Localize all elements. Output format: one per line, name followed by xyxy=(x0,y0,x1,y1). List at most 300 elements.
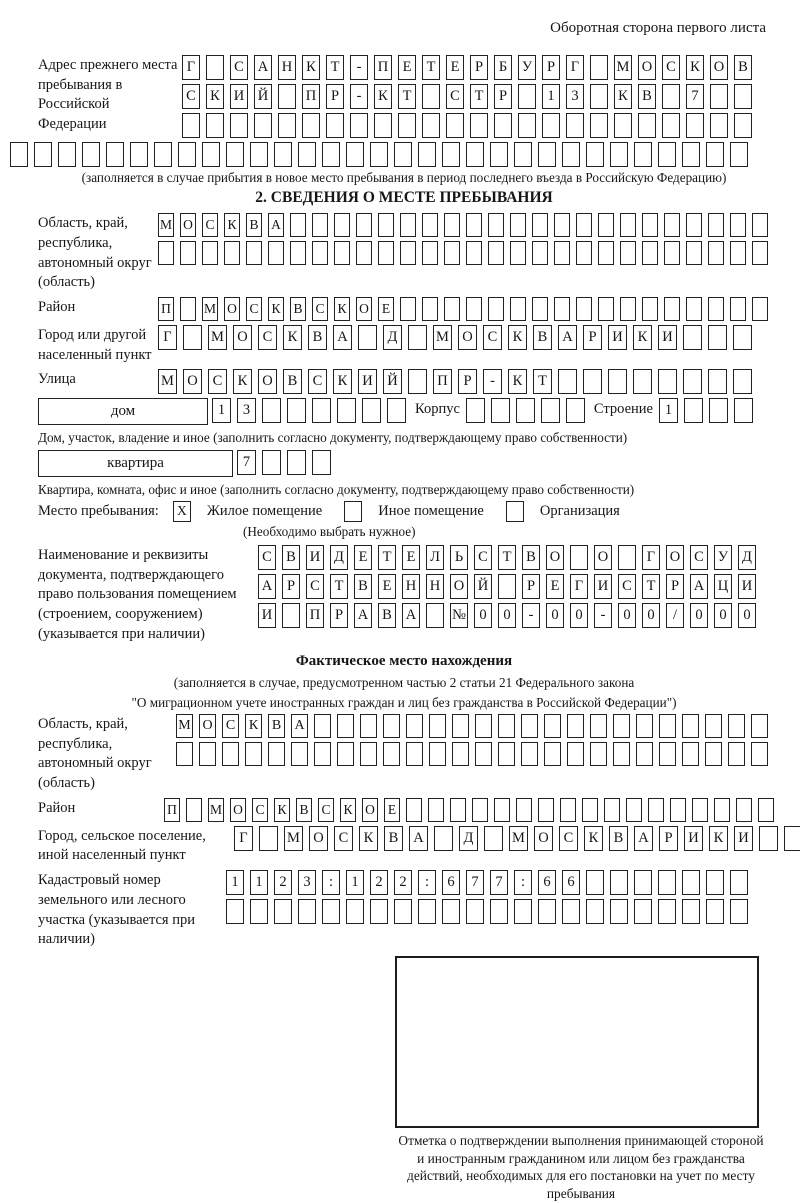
char-box[interactable] xyxy=(532,241,548,265)
char-box[interactable]: 0 xyxy=(690,603,708,628)
char-box[interactable]: М xyxy=(176,714,193,738)
char-box[interactable]: К xyxy=(206,84,224,109)
char-box[interactable] xyxy=(620,297,636,321)
char-box[interactable]: К xyxy=(302,55,320,80)
char-box[interactable]: К xyxy=(340,798,356,822)
char-box[interactable]: О xyxy=(458,325,477,350)
char-box[interactable]: В xyxy=(283,369,302,394)
char-box[interactable]: Е xyxy=(546,574,564,599)
char-box[interactable]: И xyxy=(230,84,248,109)
char-box[interactable]: О xyxy=(183,369,202,394)
char-box[interactable] xyxy=(510,241,526,265)
char-box[interactable]: 7 xyxy=(686,84,704,109)
char-box[interactable] xyxy=(444,241,460,265)
char-box[interactable]: 0 xyxy=(738,603,756,628)
char-box[interactable] xyxy=(626,798,642,822)
char-box[interactable] xyxy=(383,742,400,766)
char-box[interactable] xyxy=(620,213,636,237)
char-box[interactable]: 1 xyxy=(250,870,268,895)
char-box[interactable] xyxy=(532,297,548,321)
char-box[interactable] xyxy=(714,798,730,822)
char-box[interactable]: Г xyxy=(182,55,200,80)
char-box[interactable] xyxy=(686,113,704,138)
char-box[interactable]: 0 xyxy=(498,603,516,628)
char-box[interactable]: С xyxy=(618,574,636,599)
char-box[interactable] xyxy=(274,142,292,167)
char-box[interactable]: 6 xyxy=(538,870,556,895)
char-box[interactable]: Р xyxy=(542,55,560,80)
char-box[interactable]: К xyxy=(334,297,350,321)
char-box[interactable] xyxy=(262,450,281,475)
char-box[interactable] xyxy=(422,241,438,265)
char-box[interactable] xyxy=(682,899,700,924)
char-box[interactable] xyxy=(176,742,193,766)
char-box[interactable] xyxy=(312,241,328,265)
char-box[interactable]: Г xyxy=(642,545,660,570)
char-box[interactable] xyxy=(730,241,746,265)
char-box[interactable] xyxy=(521,742,538,766)
char-box[interactable] xyxy=(226,142,244,167)
char-box[interactable]: 2 xyxy=(274,870,292,895)
char-box[interactable]: Ц xyxy=(714,574,732,599)
char-box[interactable] xyxy=(374,113,392,138)
char-box[interactable] xyxy=(224,241,240,265)
char-box[interactable] xyxy=(488,213,504,237)
char-box[interactable]: В xyxy=(384,826,403,851)
char-box[interactable]: К xyxy=(633,325,652,350)
char-box[interactable] xyxy=(608,369,627,394)
char-box[interactable] xyxy=(510,213,526,237)
char-box[interactable]: К xyxy=(245,714,262,738)
char-box[interactable] xyxy=(784,826,800,851)
char-box[interactable] xyxy=(475,714,492,738)
char-box[interactable] xyxy=(250,142,268,167)
char-box[interactable] xyxy=(636,714,653,738)
char-box[interactable] xyxy=(498,714,515,738)
char-box[interactable] xyxy=(400,213,416,237)
char-box[interactable] xyxy=(751,742,768,766)
char-box[interactable] xyxy=(642,297,658,321)
char-box[interactable]: М xyxy=(158,369,177,394)
char-box[interactable] xyxy=(360,742,377,766)
char-box[interactable]: Р xyxy=(494,84,512,109)
char-box[interactable] xyxy=(429,742,446,766)
char-box[interactable] xyxy=(337,714,354,738)
char-box[interactable] xyxy=(733,369,752,394)
char-box[interactable]: Т xyxy=(642,574,660,599)
char-box[interactable]: О xyxy=(362,798,378,822)
char-box[interactable]: И xyxy=(306,545,324,570)
char-box[interactable] xyxy=(658,870,676,895)
char-box[interactable]: О xyxy=(199,714,216,738)
char-box[interactable]: Р xyxy=(583,325,602,350)
char-box[interactable] xyxy=(444,297,460,321)
char-box[interactable]: А xyxy=(402,603,420,628)
char-box[interactable]: 0 xyxy=(570,603,588,628)
char-box[interactable] xyxy=(400,297,416,321)
char-box[interactable]: О xyxy=(258,369,277,394)
char-box[interactable] xyxy=(268,241,284,265)
char-box[interactable] xyxy=(222,742,239,766)
char-box[interactable] xyxy=(287,398,306,423)
char-box[interactable]: Е xyxy=(354,545,372,570)
char-box[interactable] xyxy=(494,113,512,138)
char-box[interactable] xyxy=(514,142,532,167)
char-box[interactable] xyxy=(682,870,700,895)
char-box[interactable] xyxy=(314,714,331,738)
char-box[interactable]: О xyxy=(309,826,328,851)
char-box[interactable]: В xyxy=(354,574,372,599)
char-box[interactable] xyxy=(498,742,515,766)
char-box[interactable] xyxy=(586,870,604,895)
char-box[interactable] xyxy=(186,798,202,822)
char-box[interactable] xyxy=(466,213,482,237)
char-box[interactable] xyxy=(752,213,768,237)
char-box[interactable] xyxy=(682,742,699,766)
char-box[interactable]: 7 xyxy=(237,450,256,475)
char-box[interactable]: 3 xyxy=(237,398,256,423)
char-box[interactable] xyxy=(466,142,484,167)
char-box[interactable] xyxy=(106,142,124,167)
char-box[interactable]: М xyxy=(284,826,303,851)
char-box[interactable]: 0 xyxy=(618,603,636,628)
char-box[interactable]: 1 xyxy=(212,398,231,423)
char-box[interactable]: 2 xyxy=(370,870,388,895)
char-box[interactable] xyxy=(490,142,508,167)
char-box[interactable] xyxy=(154,142,172,167)
char-box[interactable]: К xyxy=(508,369,527,394)
char-box[interactable] xyxy=(516,798,532,822)
char-box[interactable] xyxy=(752,297,768,321)
char-box[interactable]: М xyxy=(208,325,227,350)
char-box[interactable] xyxy=(387,398,406,423)
char-box[interactable] xyxy=(398,113,416,138)
char-box[interactable]: А xyxy=(333,325,352,350)
char-box[interactable] xyxy=(633,369,652,394)
char-box[interactable] xyxy=(510,297,526,321)
char-box[interactable] xyxy=(708,369,727,394)
char-box[interactable]: С xyxy=(222,714,239,738)
char-box[interactable]: : xyxy=(322,870,340,895)
char-box[interactable] xyxy=(682,142,700,167)
char-box[interactable]: / xyxy=(666,603,684,628)
char-box[interactable]: 3 xyxy=(298,870,316,895)
stay-type-checkbox[interactable] xyxy=(344,501,362,522)
char-box[interactable]: - xyxy=(594,603,612,628)
char-box[interactable]: - xyxy=(483,369,502,394)
char-box[interactable] xyxy=(429,714,446,738)
char-box[interactable] xyxy=(282,603,300,628)
char-box[interactable] xyxy=(452,714,469,738)
stay-type-checkbox[interactable] xyxy=(506,501,524,522)
char-box[interactable] xyxy=(394,899,412,924)
char-box[interactable] xyxy=(334,213,350,237)
char-box[interactable] xyxy=(590,84,608,109)
char-box[interactable] xyxy=(418,142,436,167)
char-box[interactable]: О xyxy=(638,55,656,80)
char-box[interactable]: С xyxy=(308,369,327,394)
char-box[interactable] xyxy=(708,241,724,265)
char-box[interactable] xyxy=(180,297,196,321)
char-box[interactable]: Р xyxy=(659,826,678,851)
char-box[interactable] xyxy=(590,742,607,766)
char-box[interactable]: О xyxy=(666,545,684,570)
char-box[interactable] xyxy=(183,325,202,350)
char-box[interactable] xyxy=(613,714,630,738)
char-box[interactable] xyxy=(246,241,262,265)
char-box[interactable] xyxy=(314,742,331,766)
char-box[interactable] xyxy=(708,213,724,237)
char-box[interactable] xyxy=(494,798,510,822)
char-box[interactable] xyxy=(683,325,702,350)
char-box[interactable] xyxy=(472,798,488,822)
char-box[interactable] xyxy=(706,899,724,924)
char-box[interactable] xyxy=(638,113,656,138)
char-box[interactable]: К xyxy=(333,369,352,394)
char-box[interactable] xyxy=(554,297,570,321)
char-box[interactable]: С xyxy=(312,297,328,321)
char-box[interactable]: Т xyxy=(326,55,344,80)
char-box[interactable]: К xyxy=(374,84,392,109)
char-box[interactable]: П xyxy=(302,84,320,109)
char-box[interactable] xyxy=(560,798,576,822)
char-box[interactable] xyxy=(576,241,592,265)
char-box[interactable] xyxy=(370,142,388,167)
char-box[interactable]: Д xyxy=(459,826,478,851)
char-box[interactable]: Р xyxy=(326,84,344,109)
char-box[interactable]: К xyxy=(268,297,284,321)
char-box[interactable] xyxy=(692,798,708,822)
char-box[interactable]: Н xyxy=(426,574,444,599)
char-box[interactable]: С xyxy=(182,84,200,109)
char-box[interactable] xyxy=(230,113,248,138)
char-box[interactable]: В xyxy=(282,545,300,570)
char-box[interactable]: К xyxy=(614,84,632,109)
char-box[interactable] xyxy=(541,398,560,423)
char-box[interactable]: О xyxy=(594,545,612,570)
char-box[interactable]: В xyxy=(268,714,285,738)
char-box[interactable] xyxy=(538,899,556,924)
char-box[interactable] xyxy=(662,84,680,109)
char-box[interactable] xyxy=(250,899,268,924)
char-box[interactable] xyxy=(710,113,728,138)
char-box[interactable] xyxy=(202,142,220,167)
char-box[interactable]: : xyxy=(514,870,532,895)
char-box[interactable] xyxy=(614,113,632,138)
char-box[interactable]: - xyxy=(522,603,540,628)
char-box[interactable] xyxy=(730,870,748,895)
char-box[interactable]: Г xyxy=(570,574,588,599)
char-box[interactable]: В xyxy=(308,325,327,350)
char-box[interactable] xyxy=(408,325,427,350)
char-box[interactable] xyxy=(356,241,372,265)
char-box[interactable]: Л xyxy=(426,545,444,570)
char-box[interactable]: К xyxy=(359,826,378,851)
char-box[interactable]: С xyxy=(483,325,502,350)
char-box[interactable]: И xyxy=(738,574,756,599)
char-box[interactable]: С xyxy=(690,545,708,570)
char-box[interactable] xyxy=(418,899,436,924)
char-box[interactable] xyxy=(634,870,652,895)
char-box[interactable] xyxy=(583,369,602,394)
char-box[interactable]: 1 xyxy=(346,870,364,895)
char-box[interactable] xyxy=(532,213,548,237)
char-box[interactable] xyxy=(290,241,306,265)
char-box[interactable] xyxy=(733,325,752,350)
char-box[interactable] xyxy=(705,714,722,738)
char-box[interactable]: 0 xyxy=(546,603,564,628)
char-box[interactable] xyxy=(302,113,320,138)
char-box[interactable]: 7 xyxy=(490,870,508,895)
char-box[interactable]: А xyxy=(254,55,272,80)
char-box[interactable] xyxy=(262,398,281,423)
char-box[interactable]: О xyxy=(356,297,372,321)
char-box[interactable] xyxy=(378,213,394,237)
char-box[interactable] xyxy=(730,297,746,321)
char-box[interactable] xyxy=(428,798,444,822)
char-box[interactable] xyxy=(400,241,416,265)
char-box[interactable]: И xyxy=(358,369,377,394)
char-box[interactable] xyxy=(590,55,608,80)
char-box[interactable]: 0 xyxy=(474,603,492,628)
char-box[interactable] xyxy=(659,714,676,738)
char-box[interactable]: С xyxy=(446,84,464,109)
char-box[interactable] xyxy=(728,714,745,738)
char-box[interactable] xyxy=(613,742,630,766)
char-box[interactable] xyxy=(521,714,538,738)
char-box[interactable] xyxy=(620,241,636,265)
char-box[interactable]: А xyxy=(291,714,308,738)
char-box[interactable]: Р xyxy=(330,603,348,628)
char-box[interactable]: Е xyxy=(384,798,400,822)
char-box[interactable] xyxy=(582,798,598,822)
char-box[interactable]: Н xyxy=(278,55,296,80)
char-box[interactable]: С xyxy=(258,325,277,350)
char-box[interactable] xyxy=(598,241,614,265)
char-box[interactable]: Т xyxy=(533,369,552,394)
char-box[interactable]: Г xyxy=(566,55,584,80)
char-box[interactable]: Й xyxy=(474,574,492,599)
char-box[interactable]: Р xyxy=(282,574,300,599)
char-box[interactable]: К xyxy=(686,55,704,80)
char-box[interactable]: П xyxy=(374,55,392,80)
char-box[interactable]: Р xyxy=(458,369,477,394)
char-box[interactable] xyxy=(590,113,608,138)
char-box[interactable] xyxy=(278,84,296,109)
char-box[interactable] xyxy=(586,142,604,167)
char-box[interactable]: М xyxy=(202,297,218,321)
char-box[interactable] xyxy=(259,826,278,851)
char-box[interactable]: Е xyxy=(378,297,394,321)
char-box[interactable]: О xyxy=(450,574,468,599)
char-box[interactable]: - xyxy=(350,55,368,80)
char-box[interactable]: К xyxy=(584,826,603,851)
char-box[interactable]: П xyxy=(306,603,324,628)
char-box[interactable]: 7 xyxy=(466,870,484,895)
char-box[interactable]: Д xyxy=(383,325,402,350)
char-box[interactable] xyxy=(610,899,628,924)
char-box[interactable]: О xyxy=(233,325,252,350)
char-box[interactable] xyxy=(558,369,577,394)
char-box[interactable] xyxy=(664,241,680,265)
char-box[interactable] xyxy=(610,870,628,895)
char-box[interactable] xyxy=(490,899,508,924)
char-box[interactable]: Т xyxy=(378,545,396,570)
char-box[interactable]: 1 xyxy=(226,870,244,895)
char-box[interactable] xyxy=(34,142,52,167)
char-box[interactable] xyxy=(406,742,423,766)
char-box[interactable]: О xyxy=(534,826,553,851)
char-box[interactable] xyxy=(562,142,580,167)
char-box[interactable] xyxy=(406,798,422,822)
char-box[interactable] xyxy=(334,241,350,265)
char-box[interactable] xyxy=(670,798,686,822)
char-box[interactable]: К xyxy=(283,325,302,350)
char-box[interactable] xyxy=(245,742,262,766)
char-box[interactable] xyxy=(686,297,702,321)
char-box[interactable]: А xyxy=(258,574,276,599)
char-box[interactable]: 0 xyxy=(642,603,660,628)
char-box[interactable]: С xyxy=(230,55,248,80)
char-box[interactable]: Е xyxy=(446,55,464,80)
char-box[interactable] xyxy=(538,798,554,822)
char-box[interactable] xyxy=(586,899,604,924)
char-box[interactable] xyxy=(322,142,340,167)
char-box[interactable] xyxy=(708,297,724,321)
char-box[interactable] xyxy=(312,213,328,237)
char-box[interactable] xyxy=(206,113,224,138)
char-box[interactable]: И xyxy=(258,603,276,628)
char-box[interactable]: И xyxy=(608,325,627,350)
char-box[interactable] xyxy=(576,297,592,321)
char-box[interactable]: Е xyxy=(378,574,396,599)
char-box[interactable] xyxy=(358,325,377,350)
char-box[interactable]: И xyxy=(594,574,612,599)
char-box[interactable] xyxy=(268,742,285,766)
char-box[interactable]: А xyxy=(268,213,284,237)
char-box[interactable]: Д xyxy=(330,545,348,570)
char-box[interactable] xyxy=(709,398,728,423)
stay-type-checkbox[interactable]: X xyxy=(173,501,191,522)
char-box[interactable]: В xyxy=(533,325,552,350)
char-box[interactable] xyxy=(710,84,728,109)
char-box[interactable]: А xyxy=(558,325,577,350)
char-box[interactable] xyxy=(542,113,560,138)
char-box[interactable] xyxy=(664,297,680,321)
char-box[interactable] xyxy=(706,870,724,895)
char-box[interactable]: В xyxy=(246,213,262,237)
char-box[interactable] xyxy=(576,213,592,237)
char-box[interactable] xyxy=(634,899,652,924)
char-box[interactable] xyxy=(734,113,752,138)
char-box[interactable]: К xyxy=(233,369,252,394)
char-box[interactable] xyxy=(178,142,196,167)
char-box[interactable] xyxy=(648,798,664,822)
char-box[interactable] xyxy=(554,241,570,265)
char-box[interactable]: Т xyxy=(470,84,488,109)
char-box[interactable] xyxy=(518,113,536,138)
char-box[interactable]: 2 xyxy=(394,870,412,895)
char-box[interactable] xyxy=(684,398,703,423)
char-box[interactable]: Т xyxy=(422,55,440,80)
char-box[interactable] xyxy=(634,142,652,167)
char-box[interactable]: О xyxy=(224,297,240,321)
char-box[interactable] xyxy=(378,241,394,265)
char-box[interactable] xyxy=(298,142,316,167)
char-box[interactable]: А xyxy=(354,603,372,628)
char-box[interactable]: С xyxy=(662,55,680,80)
char-box[interactable] xyxy=(350,113,368,138)
